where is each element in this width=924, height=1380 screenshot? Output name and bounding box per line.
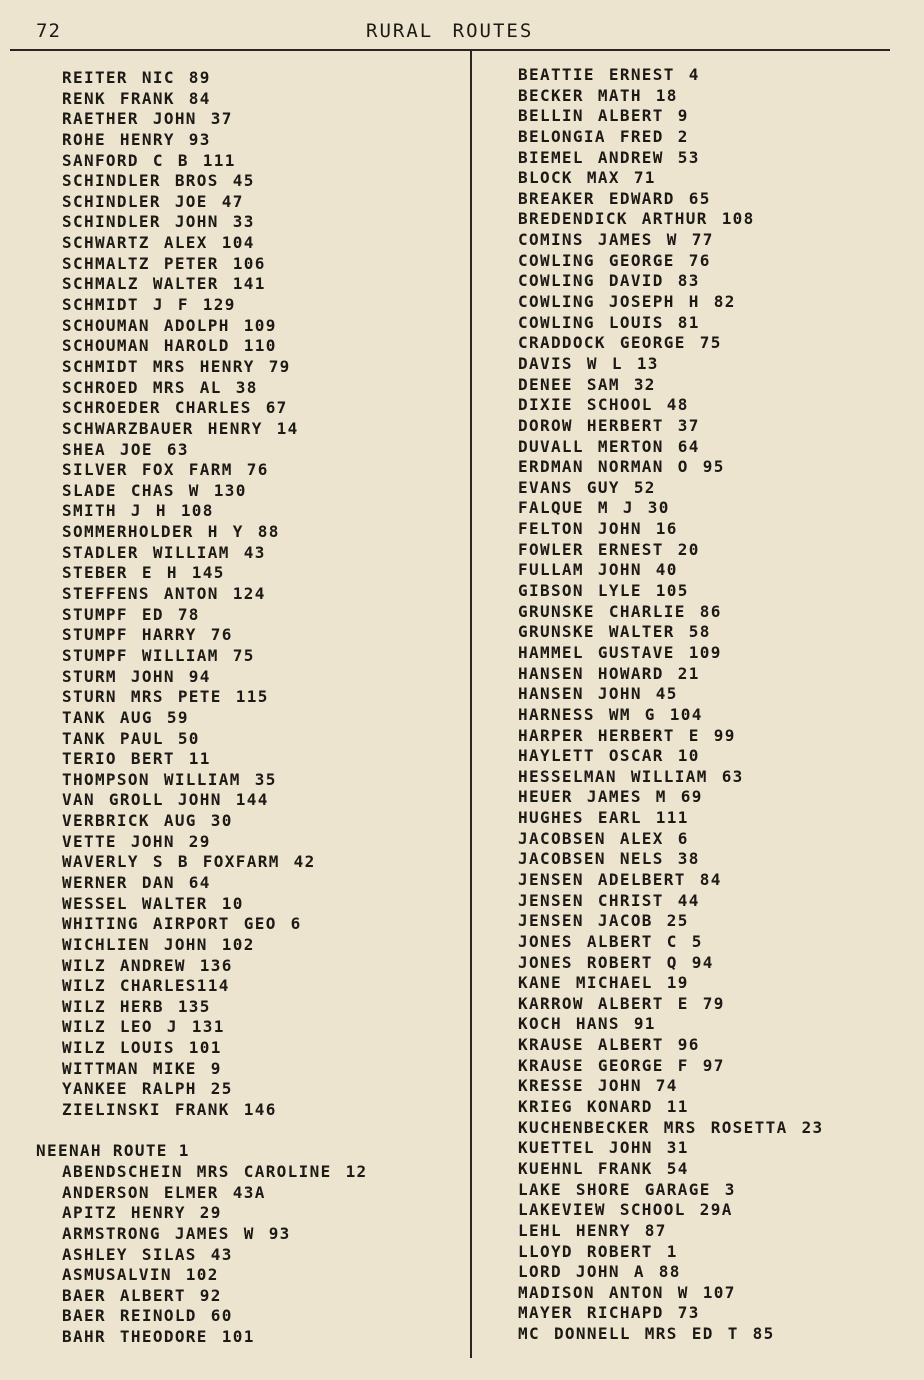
directory-entry: EVANS GUY 52: [518, 477, 656, 497]
directory-entry: HAYLETT OSCAR 10: [518, 746, 700, 766]
directory-entry: ROHE HENRY 93: [62, 129, 211, 149]
directory-entry: STUMPF WILLIAM 75: [62, 645, 255, 665]
column-divider: [470, 51, 472, 1358]
directory-entry: SCHINDLER JOHN 33: [62, 212, 255, 232]
directory-entry: JACOBSEN NELS 38: [518, 849, 700, 869]
directory-entry: KRIEG KONARD 11: [518, 1097, 689, 1117]
directory-entry: RENK FRANK 84: [62, 88, 211, 108]
directory-entry: LAKE SHORE GARAGE 3: [518, 1179, 736, 1199]
directory-entry: SLADE CHAS W 130: [62, 480, 247, 500]
directory-entry: HEUER JAMES M 69: [518, 787, 703, 807]
directory-entry: ASHLEY SILAS 43: [62, 1244, 233, 1264]
directory-entry: MAYER RICHAPD 73: [518, 1303, 700, 1323]
directory-entry: HANSEN HOWARD 21: [518, 663, 700, 683]
directory-entry: HUGHES EARL 111: [518, 808, 689, 828]
directory-entry: ZIELINSKI FRANK 146: [62, 1100, 277, 1120]
directory-entry: TANK AUG 59: [62, 707, 189, 727]
directory-entry: WILZ CHARLES114: [62, 976, 230, 996]
directory-entry: VAN GROLL JOHN 144: [62, 790, 269, 810]
page-number: 72: [36, 20, 61, 42]
directory-entry: SANFORD C B 111: [62, 150, 236, 170]
directory-entry: JONES ROBERT Q 94: [518, 952, 714, 972]
directory-entry: SCHOUMAN HAROLD 110: [62, 336, 277, 356]
directory-entry: STUMPF HARRY 76: [62, 625, 233, 645]
directory-entry: JACOBSEN ALEX 6: [518, 828, 689, 848]
directory-entry: ASMUSALVIN 102: [62, 1265, 219, 1285]
directory-entry: FALQUE M J 30: [518, 498, 670, 518]
directory-entry: SCHWARZBAUER HENRY 14: [62, 418, 299, 438]
directory-entry: COMINS JAMES W 77: [518, 230, 714, 250]
directory-entry: WILZ ANDREW 136: [62, 955, 233, 975]
directory-entry: HESSELMAN WILLIAM 63: [518, 766, 744, 786]
directory-entry: STURM JOHN 94: [62, 666, 211, 686]
directory-entry: SOMMERHOLDER H Y 88: [62, 522, 280, 542]
directory-entry: ERDMAN NORMAN O 95: [518, 457, 725, 477]
directory-entry: CRADDOCK GEORGE 75: [518, 333, 722, 353]
directory-entry: JENSEN ADELBERT 84: [518, 869, 722, 889]
directory-entry: BREDENDICK ARTHUR 108: [518, 209, 755, 229]
right-column: [518, 65, 824, 1345]
directory-entry: BIEMEL ANDREW 53: [518, 147, 700, 167]
directory-entry: STEBER E H 145: [62, 563, 225, 583]
directory-entry: SCHMALZ WALTER 141: [62, 274, 266, 294]
directory-entry: GRUNSKE WALTER 58: [518, 622, 711, 642]
directory-entry: SCHOUMAN ADOLPH 109: [62, 315, 277, 335]
directory-entry: SCHROED MRS AL 38: [62, 377, 258, 397]
directory-entry: LAKEVIEW SCHOOL 29A: [518, 1200, 733, 1220]
directory-entry: SMITH J H 108: [62, 501, 214, 521]
directory-entry: BLOCK MAX 71: [518, 168, 656, 188]
directory-entry: STADLER WILLIAM 43: [62, 542, 266, 562]
directory-entry: MADISON ANTON W 107: [518, 1282, 736, 1302]
directory-entry: BREAKER EDWARD 65: [518, 188, 711, 208]
header-rule: [10, 49, 890, 51]
directory-entry: LEHL HENRY 87: [518, 1220, 667, 1240]
directory-entry: LLOYD ROBERT 1: [518, 1241, 678, 1261]
directory-entry: THOMPSON WILLIAM 35: [62, 769, 277, 789]
directory-entry: VETTE JOHN 29: [62, 831, 211, 851]
directory-entry: BEATTIE ERNEST 4: [518, 65, 700, 84]
directory-entry: WESSEL WALTER 10: [62, 893, 244, 913]
directory-entry: YANKEE RALPH 25: [62, 1079, 233, 1099]
left-column: [62, 68, 316, 1121]
directory-entry: SCHROEDER CHARLES 67: [62, 398, 288, 418]
directory-entry: STUMPF ED 78: [62, 604, 200, 624]
directory-entry: VERBRICK AUG 30: [62, 811, 233, 831]
directory-entry: KRAUSE ALBERT 96: [518, 1035, 700, 1055]
directory-entry: WILZ LOUIS 101: [62, 1038, 222, 1058]
directory-entry: DUVALL MERTON 64: [518, 436, 700, 456]
directory-entry: HARNESS WM G 104: [518, 704, 703, 724]
directory-entry: MC DONNELL MRS ED T 85: [518, 1324, 775, 1344]
directory-entry: COWLING DAVID 83: [518, 271, 700, 291]
directory-entry: SILVER FOX FARM 76: [62, 460, 269, 480]
section-heading: NEENAH ROUTE 1: [36, 1141, 190, 1160]
directory-entry: SCHWARTZ ALEX 104: [62, 233, 255, 253]
directory-entry: WITTMAN MIKE 9: [62, 1058, 222, 1078]
directory-entry: BAHR THEODORE 101: [62, 1327, 255, 1347]
directory-entry: GRUNSKE CHARLIE 86: [518, 601, 722, 621]
directory-entry: BAER ALBERT 92: [62, 1285, 222, 1305]
directory-entry: TANK PAUL 50: [62, 728, 200, 748]
directory-entry: SHEA JOE 63: [62, 439, 189, 459]
directory-entry: FULLAM JOHN 40: [518, 560, 678, 580]
directory-entry: ARMSTRONG JAMES W 93: [62, 1223, 291, 1243]
directory-entry: ANDERSON ELMER 43A: [62, 1182, 266, 1202]
directory-entry: WICHLIEN JOHN 102: [62, 934, 255, 954]
directory-entry: WILZ HERB 135: [62, 996, 211, 1016]
directory-entry: COWLING LOUIS 81: [518, 312, 700, 332]
directory-entry: APITZ HENRY 29: [62, 1203, 222, 1223]
directory-entry: BAER REINOLD 60: [62, 1306, 233, 1326]
directory-entry: KUETTEL JOHN 31: [518, 1138, 689, 1158]
directory-entry: SCHMIDT J F 129: [62, 295, 236, 315]
directory-entry: KRESSE JOHN 74: [518, 1076, 678, 1096]
directory-entry: WHITING AIRPORT GEO 6: [62, 914, 302, 934]
directory-entry: SCHINDLER BROS 45: [62, 171, 255, 191]
directory-entry: SCHMALTZ PETER 106: [62, 253, 266, 273]
directory-entry: HARPER HERBERT E 99: [518, 725, 736, 745]
directory-entry: JENSEN JACOB 25: [518, 911, 689, 931]
directory-entry: HANSEN JOHN 45: [518, 684, 678, 704]
directory-entry: SCHINDLER JOE 47: [62, 191, 244, 211]
directory-entry: KARROW ALBERT E 79: [518, 993, 725, 1013]
directory-entry: COWLING JOSEPH H 82: [518, 292, 736, 312]
directory-entry: FELTON JOHN 16: [518, 519, 678, 539]
directory-entry: HAMMEL GUSTAVE 109: [518, 642, 722, 662]
directory-entry: STEFFENS ANTON 124: [62, 584, 266, 604]
directory-entry: BELONGIA FRED 2: [518, 126, 689, 146]
directory-entry: KOCH HANS 91: [518, 1014, 656, 1034]
directory-entry: DOROW HERBERT 37: [518, 415, 700, 435]
directory-entry: DENEE SAM 32: [518, 374, 656, 394]
directory-entry: KANE MICHAEL 19: [518, 973, 689, 993]
neenah-route-1-list: [62, 1162, 368, 1348]
directory-entry: TERIO BERT 11: [62, 749, 211, 769]
directory-entry: WERNER DAN 64: [62, 872, 211, 892]
directory-entry: COWLING GEORGE 76: [518, 250, 711, 270]
directory-entry: FOWLER ERNEST 20: [518, 539, 700, 559]
directory-entry: BELLIN ALBERT 9: [518, 106, 689, 126]
directory-entry: JONES ALBERT C 5: [518, 931, 703, 951]
directory-entry: GIBSON LYLE 105: [518, 581, 689, 601]
directory-entry: KRAUSE GEORGE F 97: [518, 1055, 725, 1075]
directory-entry: DAVIS W L 13: [518, 353, 659, 373]
directory-entry: STURN MRS PETE 115: [62, 687, 269, 707]
directory-entry: SCHMIDT MRS HENRY 79: [62, 356, 291, 376]
directory-entry: WILZ LEO J 131: [62, 1017, 225, 1037]
directory-entry: DIXIE SCHOOL 48: [518, 395, 689, 415]
directory-entry: KUEHNL FRANK 54: [518, 1158, 689, 1178]
directory-entry: LORD JOHN A 88: [518, 1262, 681, 1282]
directory-entry: JENSEN CHRIST 44: [518, 890, 700, 910]
directory-entry: ABENDSCHEIN MRS CAROLINE 12: [62, 1162, 368, 1181]
directory-entry: REITER NIC 89: [62, 68, 211, 87]
directory-entry: WAVERLY S B FOXFARM 42: [62, 852, 316, 872]
directory-entry: KUCHENBECKER MRS ROSETTA 23: [518, 1117, 824, 1137]
directory-entry: RAETHER JOHN 37: [62, 109, 233, 129]
page-title: RURAL ROUTES: [366, 20, 534, 42]
directory-entry: BECKER MATH 18: [518, 85, 678, 105]
